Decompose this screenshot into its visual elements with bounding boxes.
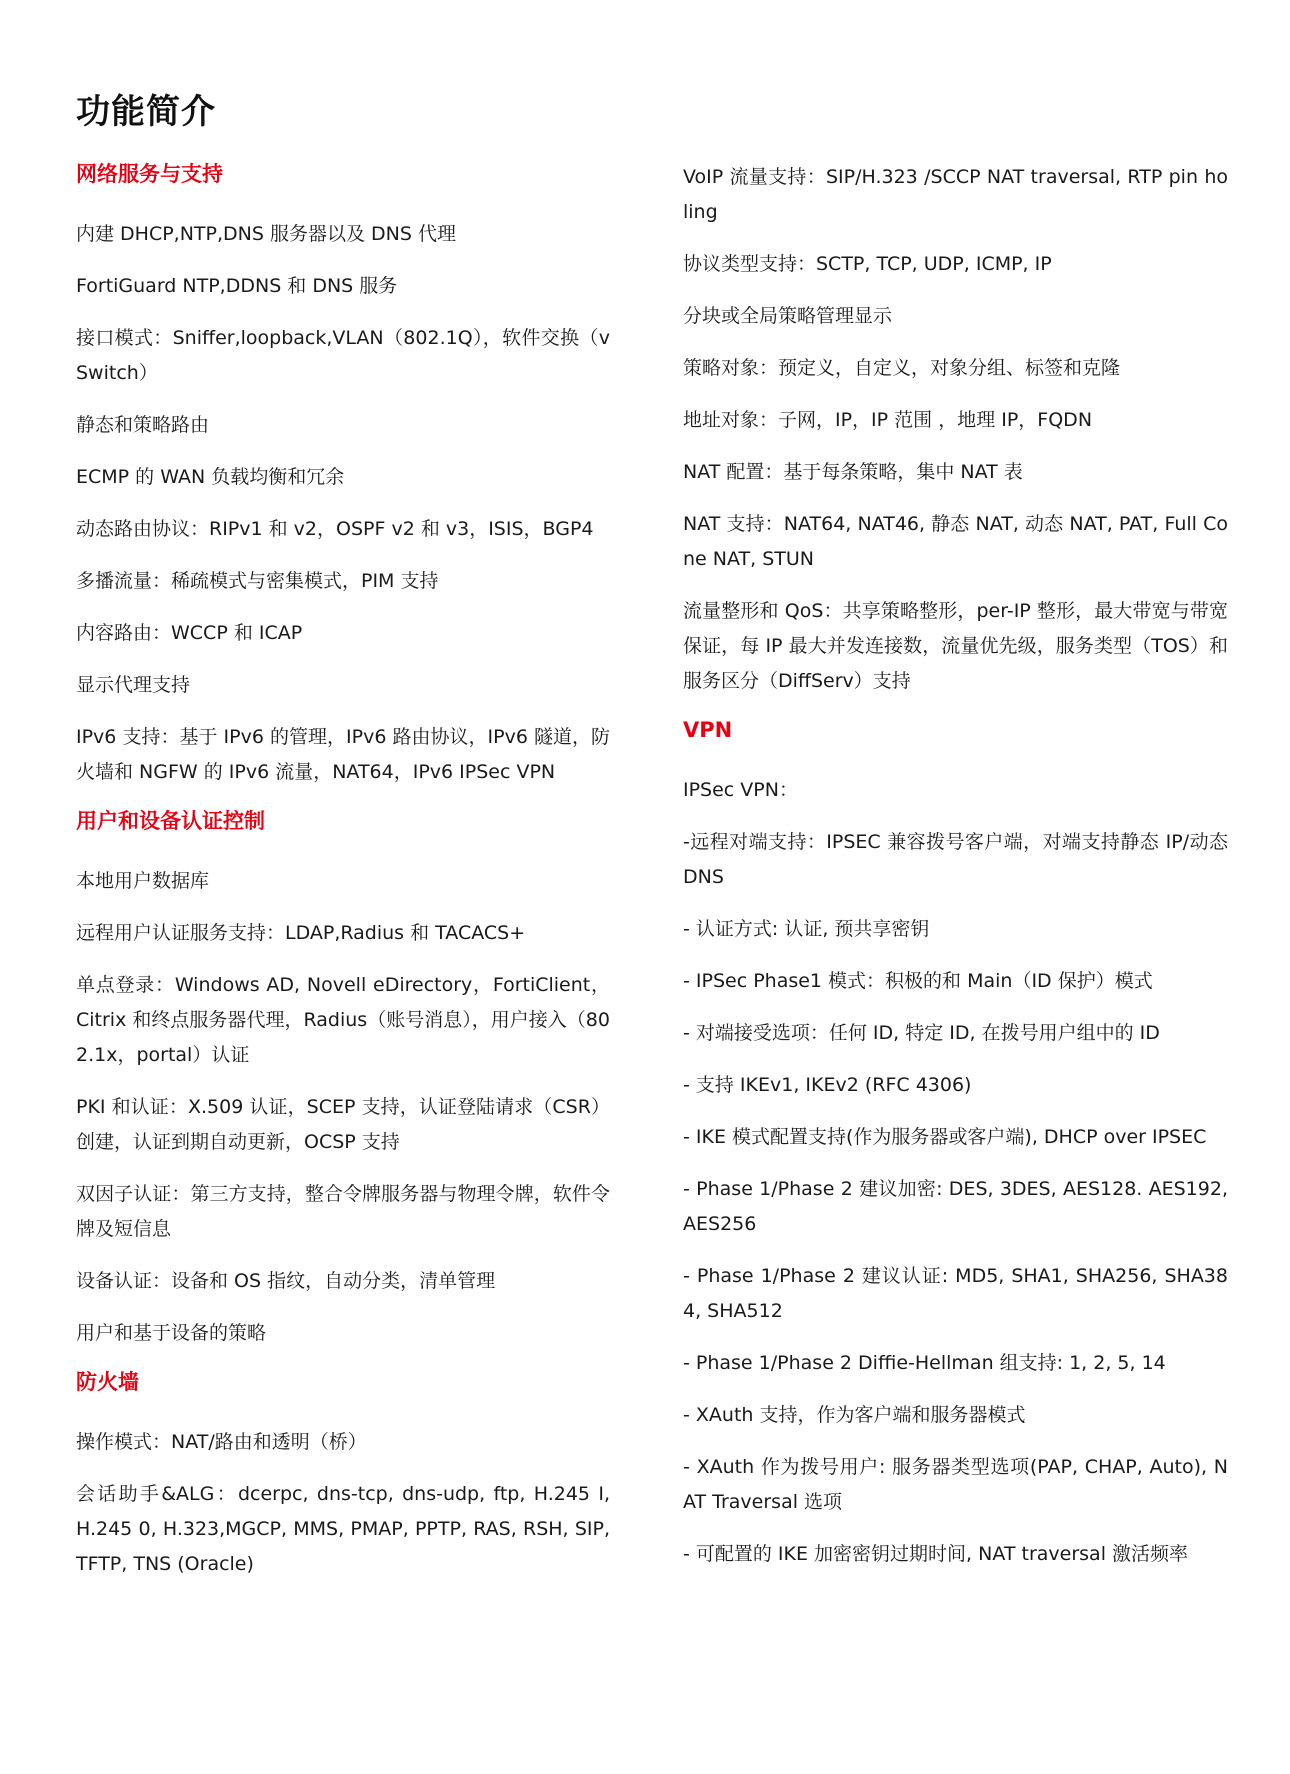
feature-item: 协议类型支持：SCTP, TCP, UDP, ICMP, IP [683,253,1052,275]
feature-item: NAT 支持：NAT64, NAT46, 静态 NAT, 动态 NAT, PAT, Full Cone NAT, STUN [683,513,1228,570]
section-title: 网络服务与支持 [76,162,223,186]
feature-item: - Phase 1/Phase 2 Diffie-Hellman 组支持: 1, 2, 5, 14 [683,1352,1166,1374]
feature-item: NAT 配置：基于每条策略，集中 NAT 表 [683,461,1023,483]
feature-item: - 对端接受选项：任何 ID, 特定 ID, 在拨号用户组中的 ID [683,1022,1160,1044]
feature-item: PKI 和认证：X.509 认证，SCEP 支持，认证登陆请求（CSR）创建，认证到期自动更新，OCSP 支持 [76,1096,610,1153]
feature-item: 会话助手&ALG：dcerpc, dns-tcp, dns-udp, ftp, H.245 I, H.245 0, H.323,MGCP, MMS, PMAP, PPTP, RAS, RSH, SIP, TFTP, TNS (Oracle) [76,1483,610,1575]
feature-item: - XAuth 支持，作为客户端和服务器模式 [683,1404,1026,1426]
left-column [76,160,610,1599]
right-column [683,160,1228,1589]
feature-item: -远程对端支持：IPSEC 兼容拨号客户端，对端支持静态 IP/动态 DNS [683,831,1228,888]
feature-item: ECMP 的 WAN 负载均衡和冗余 [76,466,345,488]
feature-item: IPSec VPN： [683,779,798,801]
feature-item: 静态和策略路由 [76,414,210,436]
feature-item: 地址对象：子网，IP，IP 范围 ，地理 IP，FQDN [683,409,1093,431]
feature-item: - 认证方式: 认证, 预共享密钥 [683,918,930,940]
feature-item: - XAuth 作为拨号用户: 服务器类型选项(PAP, CHAP, Auto), NAT Traversal 选项 [683,1456,1228,1513]
feature-item: 策略对象：预定义，自定义，对象分组、标签和克隆 [683,357,1121,379]
feature-item: - IKE 模式配置支持(作为服务器或客户端), DHCP over IPSEC [683,1126,1207,1148]
feature-item: 设备认证：设备和 OS 指纹，自动分类，清单管理 [76,1270,496,1292]
feature-item: - Phase 1/Phase 2 建议加密: DES, 3DES, AES128. AES192, AES256 [683,1178,1228,1235]
feature-item: 双因子认证：第三方支持，整合令牌服务器与物理令牌，软件令牌及短信息 [76,1183,610,1240]
section-title: VPN [683,718,733,742]
feature-item: 显示代理支持 [76,674,191,696]
feature-item: 内建 DHCP,NTP,DNS 服务器以及 DNS 代理 [76,223,456,245]
feature-item: VoIP 流量支持：SIP/H.323 /SCCP NAT traversal, RTP pin holing [683,166,1228,223]
feature-item: 多播流量：稀疏模式与密集模式，PIM 支持 [76,570,439,592]
feature-item: 内容路由：WCCP 和 ICAP [76,622,303,644]
section-title: 防火墙 [76,1370,139,1394]
feature-item: - Phase 1/Phase 2 建议认证: MD5, SHA1, SHA256, SHA384, SHA512 [683,1265,1228,1322]
feature-item: 本地用户数据库 [76,870,210,892]
feature-item: 用户和基于设备的策略 [76,1322,267,1344]
feature-item: 远程用户认证服务支持：LDAP,Radius 和 TACACS+ [76,922,526,944]
feature-item: FortiGuard NTP,DDNS 和 DNS 服务 [76,275,398,297]
feature-item: IPv6 支持：基于 IPv6 的管理，IPv6 路由协议，IPv6 隧道，防火墙和 NGFW 的 IPv6 流量，NAT64，IPv6 IPSec VPN [76,726,610,783]
page-title: 功能简介 [76,92,216,132]
section-title: 用户和设备认证控制 [76,809,265,833]
feature-item: - 支持 IKEv1, IKEv2 (RFC 4306) [683,1074,972,1096]
feature-item: - 可配置的 IKE 加密密钥过期时间, NAT traversal 激活频率 [683,1543,1189,1565]
feature-item: 分块或全局策略管理显示 [683,305,893,327]
feature-item: 流量整形和 QoS：共享策略整形，per-IP 整形，最大带宽与带宽保证，每 IP 最大并发连接数，流量优先级，服务类型（TOS）和服务区分（DiffServ）支持 [683,600,1228,692]
feature-item: 动态路由协议：RIPv1 和 v2，OSPF v2 和 v3，ISIS，BGP4 [76,518,594,540]
feature-item: 操作模式：NAT/路由和透明（桥） [76,1431,367,1453]
feature-item: - IPSec Phase1 模式：积极的和 Main（ID 保护）模式 [683,970,1153,992]
feature-item: 接口模式：Sniffer,loopback,VLAN（802.1Q），软件交换（vSwitch） [76,327,610,384]
feature-item: 单点登录：Windows AD, Novell eDirectory，FortiClient，Citrix 和终点服务器代理，Radius（账号消息），用户接入（802.1x，portal）认证 [76,974,610,1066]
